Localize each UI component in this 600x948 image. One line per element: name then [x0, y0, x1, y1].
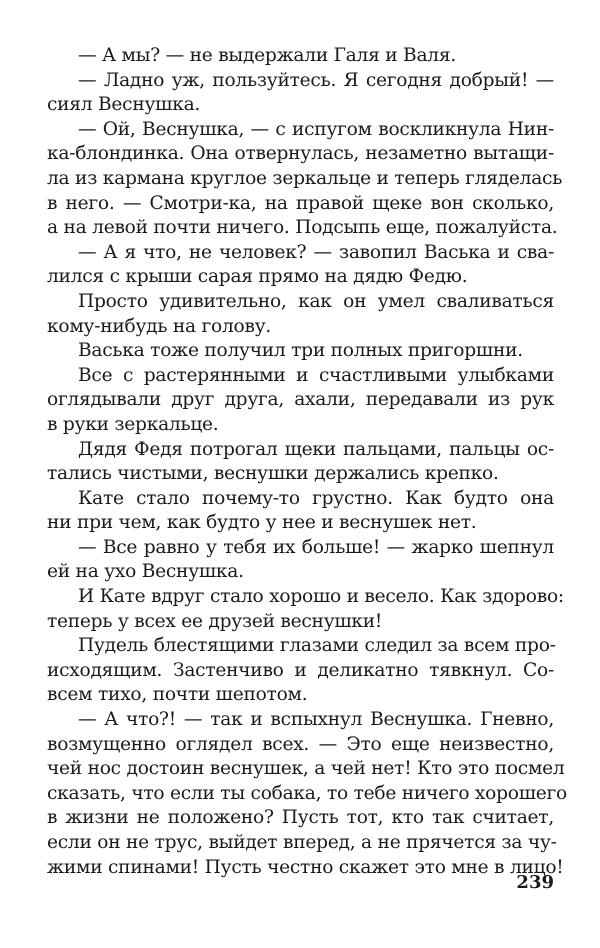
text-line: Пудель блестящими глазами следил за всем про-: [78, 635, 556, 657]
text-line: оглядывали друг друга, ахали, передавали из рук: [47, 389, 554, 411]
text-line: жими спинами! Пусть честно скажет это мне в лицо!: [47, 856, 564, 878]
text-line: ка-блондинка. Она отвернулась, незаметно вытащи-: [47, 143, 554, 165]
text-line: Все с растерянными и счастливыми улыбками: [78, 364, 554, 386]
text-line: — Ой, Веснушка, — с испугом воскликнула Нин-: [78, 118, 554, 140]
text-line: — А я что, не человек? — завопил Васька и сва-: [78, 241, 554, 263]
text-line: Просто удивительно, как он умел сваливаться: [78, 290, 554, 312]
text-line: — Все равно у тебя их больше! — жарко шепнул: [78, 536, 554, 558]
text-line: Дядя Федя потрогал щеки пальцами, пальцы ос-: [78, 438, 554, 460]
text-line: всем тихо, почти шепотом.: [47, 684, 308, 706]
text-line: ла из кармана круглое зеркальце и теперь гляделась: [47, 167, 563, 189]
text-line: сказать, что если ты собака, то тебе ничего хорошего: [47, 782, 567, 804]
text-line: Кате стало почему-то грустно. Как будто она: [78, 487, 554, 509]
text-line: тались чистыми, веснушки держались крепко.: [47, 463, 499, 485]
text-line: — Ладно уж, пользуйтесь. Я сегодня добрый! —: [78, 69, 554, 91]
text-line: исходящим. Застенчиво и деликатно тявкнул. Со-: [47, 659, 554, 681]
text-line: в жизни не положено? Пусть тот, кто так считает,: [47, 807, 554, 829]
text-line: в руки зеркальце.: [47, 413, 219, 435]
text-line: в него. — Смотри-ка, на правой щеке вон сколько,: [47, 192, 554, 214]
text-line: Васька тоже получил три полных пригоршни.: [78, 340, 523, 362]
text-line: кому-нибудь на голову.: [47, 315, 272, 337]
text-line: ей на ухо Веснушка.: [47, 561, 244, 583]
text-line: а на левой почти ничего. Подсыпь еще, пожалуйста.: [47, 217, 558, 239]
page-body-text: [47, 44, 567, 880]
text-line: — А что?! — так и вспыхнул Веснушка. Гневно,: [78, 709, 554, 731]
text-line: возмущенно оглядел всех. — Это еще неизвестно,: [47, 733, 554, 755]
text-line: сиял Веснушка.: [47, 94, 201, 116]
text-line: если он не трус, выйдет вперед, а не прячется за чу-: [47, 832, 557, 853]
text-line: чей нос достоин веснушек, а чей нет! Кто это посмел: [47, 758, 565, 780]
page-number: 239: [516, 872, 554, 893]
text-line: И Кате вдруг стало хорошо и весело. Как здорово:: [78, 586, 564, 608]
text-line: лился с крыши сарая прямо на дядю Федю.: [47, 266, 468, 288]
text-line: — А мы? — не выдержали Галя и Валя.: [78, 45, 456, 66]
text-line: теперь у всех ее друзей веснушки!: [47, 610, 383, 632]
text-line: ни при чем, как будто у нее и веснушек нет.: [47, 512, 477, 534]
